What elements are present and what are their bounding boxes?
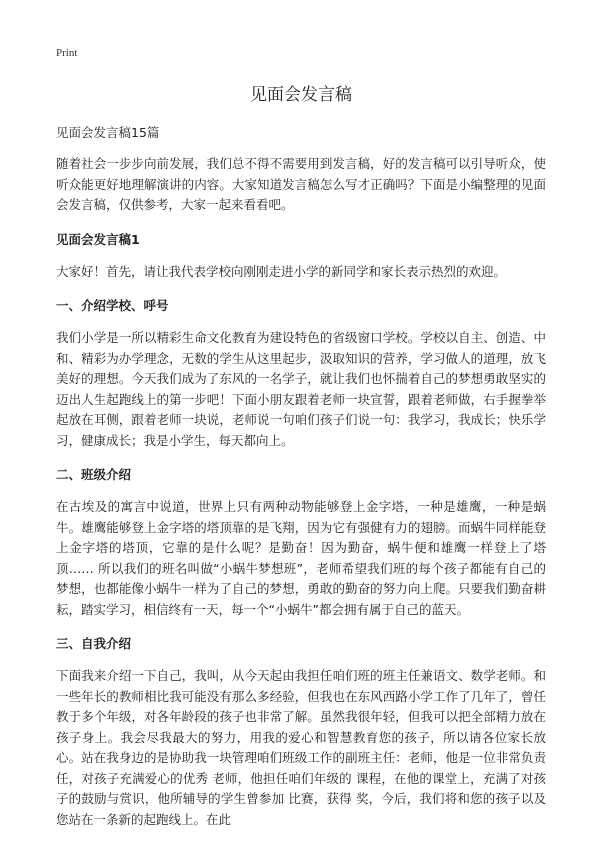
section-text-school: 我们小学是一所以精彩生命文化教育为建设特色的省级窗口学校。学校以自主、创造、中和、精彩为办学理念，无数的学生从这里起步，汲取知识的营养，学习做人的道理，放飞美好的理想。今天我们成为了东风的一名学子，就让我们也怀揣着自己的梦想勇敢坚实的迈出人生起跑线上的第一步吧！下面小朋友跟着老师一块宣誓，跟着老师做，右手握拳举起放在耳侧，跟着老师一块说，老师说一句咱们孩子们说一句：我学习，我成长；快乐学习，健康成长；我是小学生，每天都向上。 xyxy=(56,330,546,448)
section-text-class: 在古埃及的寓言中说道，世界上只有两种动物能够登上金字塔，一种是雄鹰，一种是蜗牛。雄鹰能够登上金字塔的塔顶靠的是飞翔，因为它有强健有力的翅膀。而蜗牛同样能登上金字塔的塔顶，它靠的是什么呢？是勤奋！因为勤奋，蜗牛便和雄鹰一样登上了塔顶…… 所以我们的班名叫做“小蜗牛梦想班”，老师希望我们班的每个孩子都能有自己的梦想，也都能像小蜗牛一样为了自己的梦想，勇敢的勤奋的努力向上爬。只要我们勤奋耕耘，踏实学习，相信终有一天，每一个“小蜗牛”都会拥有属于自己的蓝天。 xyxy=(56,499,546,617)
section-text-self: 下面我来介绍一下自己，我叫，从今天起由我担任咱们班的班主任兼语文、数学老师。和一些年长的教师相比我可能没有那么多经验，但我也在东风西路小学工作了几年了，曾任教于多个年级，对各年龄段的孩子也非常了解。虽然我很年轻，但我可以把全部精力放在孩子身上。我会尽我最大的努力，用我的爱心和智慧教育您的孩子，所以请各位家长放心。站在我身边的是协助我一块管理咱们班级工作的副班主任：老师，他是一位非常负责任，对孩子充满爱心的优秀 老师，他担任咱们年级的 课程，在他的课堂上，充满了对孩子的鼓励与赏识，他所辅导的学生曾参加 比赛，获得 奖，今后，我们将和您的孩子以及您站在一条新的起跑线上。在此 xyxy=(56,668,546,827)
document-title: 见面会发言稿 xyxy=(250,85,352,105)
print-link[interactable]: Print xyxy=(56,47,78,59)
section-heading-class: 二、班级介绍 xyxy=(56,467,132,482)
section-heading-self: 三、自我介绍 xyxy=(56,636,132,651)
document-subtitle: 见面会发言稿15篇 xyxy=(56,125,160,140)
section-title: 见面会发言稿1 xyxy=(56,231,140,247)
document-body xyxy=(56,80,546,844)
intro-paragraph: 随着社会一步步向前发展，我们总不得不需要用到发言稿，好的发言稿可以引导听众，使听众能更好地理解演讲的内容。大家知道发言稿怎么写才正确吗？下面是小编整理的见面会发言稿，仅供参考，大家一起来看看吧。 xyxy=(56,156,546,212)
greeting-paragraph: 大家好！首先，请让我代表学校向刚刚走进小学的新同学和家长表示热烈的欢迎。 xyxy=(56,263,507,279)
section-heading-school: 一、介绍学校、呼号 xyxy=(56,298,169,313)
